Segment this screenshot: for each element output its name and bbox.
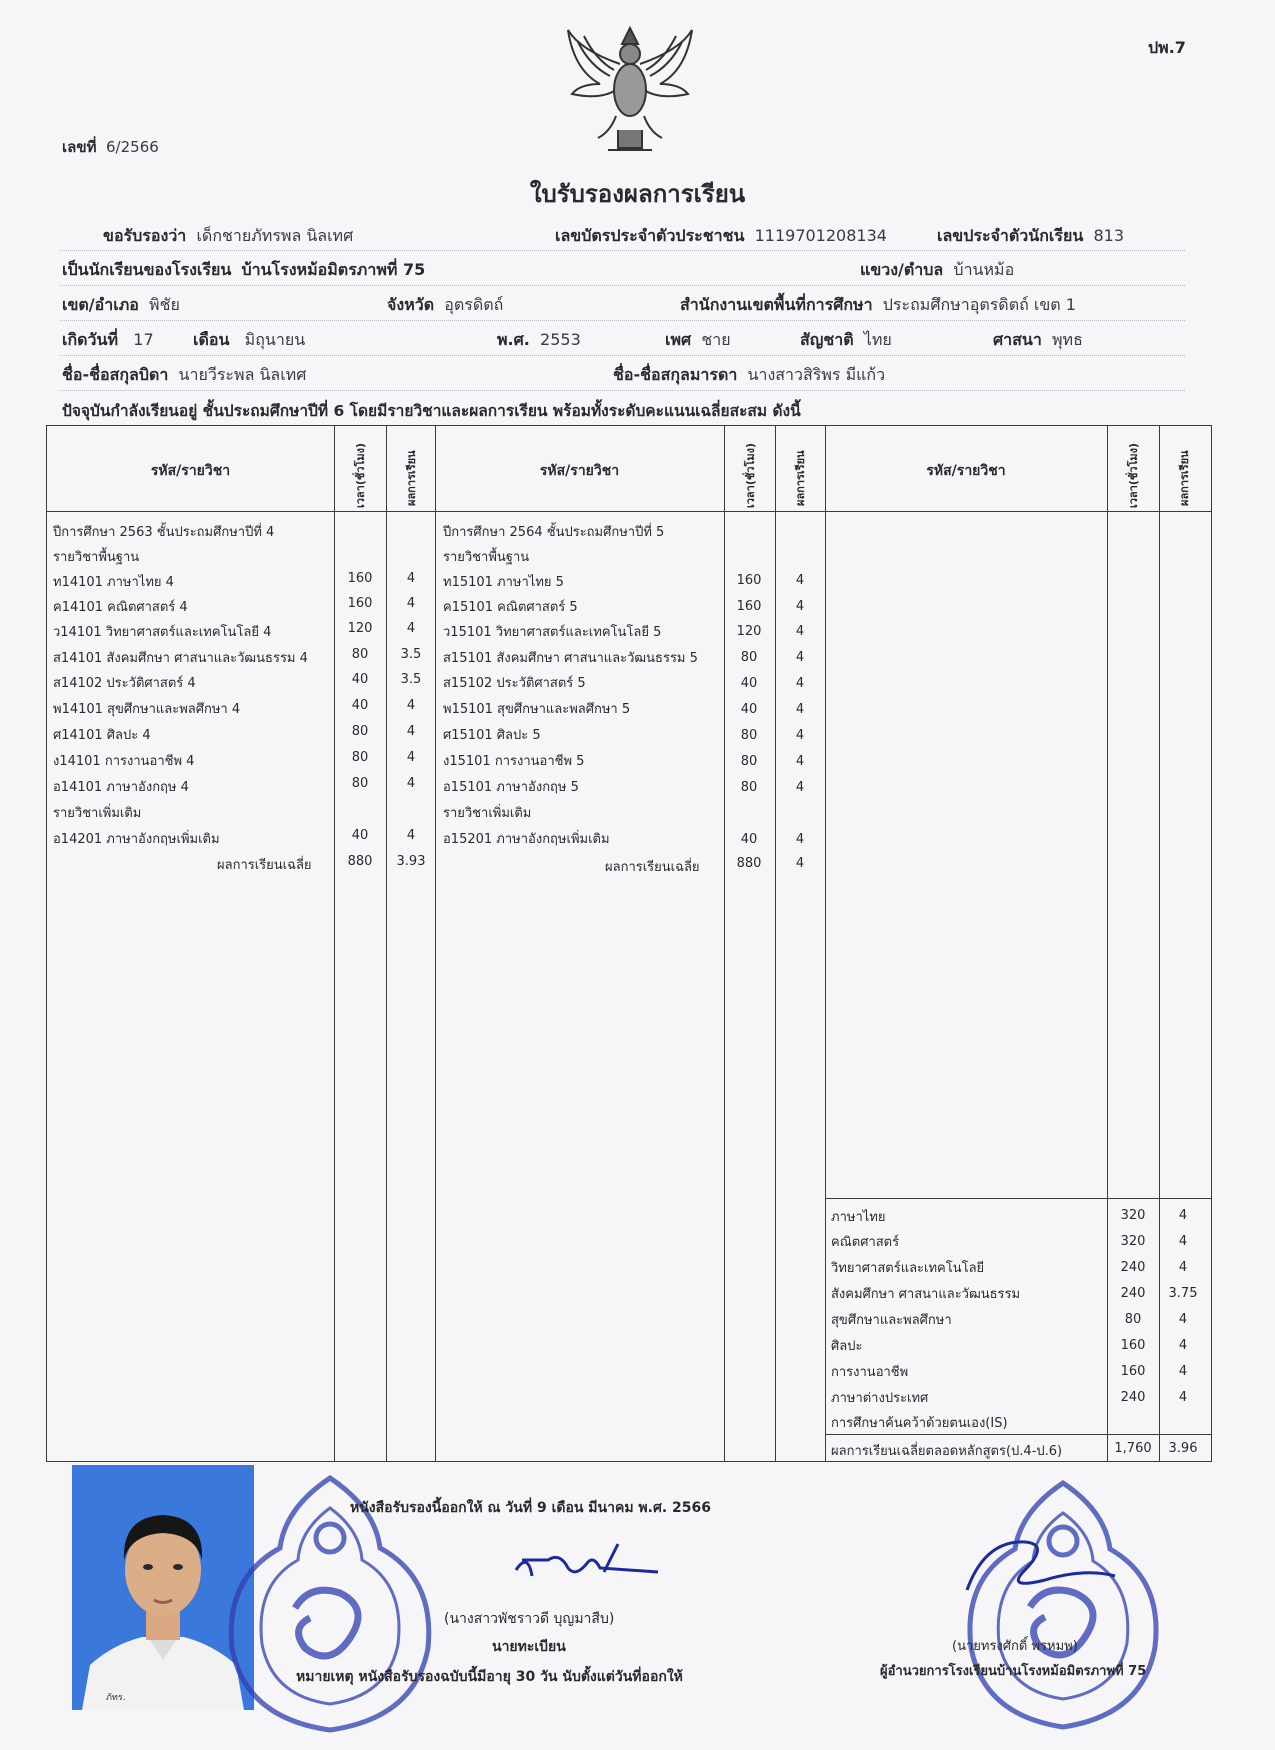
subject-grade: 4 (795, 599, 805, 614)
summary-subject: ภาษาต่างประเทศ (831, 1391, 929, 1406)
subject-name: ศ14101 ศิลปะ 4 (53, 728, 151, 743)
subject-grade: 3.5 (400, 672, 422, 687)
summary-hours: 160 (1120, 1338, 1146, 1353)
subject-hours: 40 (351, 672, 369, 687)
summary-grade: 4 (1178, 1312, 1188, 1327)
summary-grade: 4 (1178, 1338, 1188, 1353)
garuda-emblem-icon (560, 20, 700, 160)
summary-subject: สุขศึกษาและพลศึกษา (831, 1313, 952, 1328)
subject-name: ง15101 การงานอาชีพ 5 (443, 754, 585, 769)
col3-hours-header: เวลา(ชั่วโมง) (1127, 442, 1140, 508)
col3-subject-header: รหัส/รายวิชา (926, 463, 1006, 479)
citizen-id: เลขบัตรประจำตัวประชาชน 1119701208134 (555, 226, 887, 245)
subject-grade: 4 (406, 750, 416, 765)
issue-date: หนังสือรับรองนี้ออกให้ ณ วันที่ 9 เดือน มีนาคม พ.ศ. 2566 (350, 1500, 712, 1516)
subject-hours: 40 (740, 832, 758, 847)
sex: เพศ ชาย (665, 330, 731, 349)
district: เขต/อำเภอ พิชัย (62, 295, 180, 314)
col2-hours-header: เวลา(ชั่วโมง) (744, 442, 757, 508)
subject-grade: 4 (795, 728, 805, 743)
subject-name: ว15101 วิทยาศาสตร์และเทคโนโลยี 5 (443, 625, 662, 640)
col1-hours-header: เวลา(ชั่วโมง) (354, 442, 367, 508)
col2-basic-heading: รายวิชาพื้นฐาน (443, 550, 530, 565)
subject-name: ส14101 สังคมศึกษา ศาสนาและวัฒนธรรม 4 (53, 651, 308, 666)
province: จังหวัด อุตรดิตถ์ (387, 295, 504, 314)
mother-name: ชื่อ-ชื่อสกุลมารดา นางสาวสิริพร มีแก้ว (613, 365, 886, 384)
subject-grade: 3.5 (400, 647, 422, 662)
director-signature-icon (955, 1530, 1125, 1610)
summary-grade: 4 (1178, 1364, 1188, 1379)
subject-grade: 4 (406, 596, 416, 611)
subject-grade: 4 (795, 754, 805, 769)
subject-name: ส15102 ประวัติศาสตร์ 5 (443, 676, 586, 691)
summary-hours: 320 (1120, 1234, 1146, 1249)
subject-name: ท14101 ภาษาไทย 4 (53, 575, 174, 590)
subject-name: ค14101 คณิตศาสตร์ 4 (53, 600, 188, 615)
col1-year-heading: ปีการศึกษา 2563 ชั้นประถมศึกษาปีที่ 4 (53, 525, 275, 540)
subdistrict: แขวง/ตำบล บ้านหม้อ (860, 260, 1015, 279)
subject-name: อ14101 ภาษาอังกฤษ 4 (53, 780, 189, 795)
nationality: สัญชาติ ไทย (800, 330, 892, 349)
subject-name: อ15201 ภาษาอังกฤษเพิ่มเติม (443, 832, 610, 847)
subject-name: อ15101 ภาษาอังกฤษ 5 (443, 780, 579, 795)
subject-hours: 80 (740, 780, 758, 795)
subject-grade: 4 (795, 780, 805, 795)
subject-hours: 160 (736, 599, 762, 614)
summary-grade: 3.75 (1168, 1286, 1198, 1301)
validity-note: หมายเหตุ หนังสือรับรองฉบับนี้มีอายุ 30 วัน นับตั้งแต่วันที่ออกให้ (296, 1669, 683, 1685)
average-label: ผลการเรียนเฉลี่ย (217, 858, 312, 873)
subject-hours: 40 (740, 676, 758, 691)
summary-grade: 4 (1178, 1208, 1188, 1223)
subject-grade: 4 (795, 702, 805, 717)
summary-hours: 240 (1120, 1286, 1146, 1301)
subject-hours: 40 (351, 828, 369, 843)
subject-grade: 4 (406, 828, 416, 843)
subject-hours: 80 (740, 728, 758, 743)
col1-basic-heading: รายวิชาพื้นฐาน (53, 550, 140, 565)
subject-hours: 120 (736, 624, 762, 639)
col3-grade-header: ผลการเรียน (1178, 450, 1191, 506)
form-code: ปพ.7 (1148, 38, 1186, 57)
registrar-signature-icon (508, 1532, 668, 1592)
education-office: สำนักงานเขตพื้นที่การศึกษา ประถมศึกษาอุตรดิตถ์ เขต 1 (680, 295, 1076, 314)
director-name: (นายทรงศักดิ์ พรหมพ) (952, 1639, 1078, 1654)
registrar-title: นายทะเบียน (492, 1639, 566, 1655)
total-grade: 3.96 (1168, 1441, 1198, 1456)
subject-name: ง14101 การงานอาชีพ 4 (53, 754, 195, 769)
birth-day: เกิดวันที่ 17 (62, 330, 154, 349)
subject-grade: 4 (406, 571, 416, 586)
summary-grade: 4 (1178, 1260, 1188, 1275)
summary-hours: 320 (1120, 1208, 1146, 1223)
summary-subject: สังคมศึกษา ศาสนาและวัฒนธรรม (831, 1287, 1021, 1302)
subject-name: พ15101 สุขศึกษาและพลศึกษา 5 (443, 702, 631, 717)
summary-subject: คณิตศาสตร์ (831, 1235, 900, 1250)
photo-name-tag: ภัทร. (106, 1693, 126, 1703)
subject-hours: 160 (347, 596, 373, 611)
summary-grade: 4 (1178, 1234, 1188, 1249)
subject-hours: 80 (740, 650, 758, 665)
subject-grade: 4 (795, 573, 805, 588)
info-row-1: ขอรับรองว่า เด็กชายภัทรพล นิลเทศ (103, 226, 354, 245)
col2-year-heading: ปีการศึกษา 2564 ชั้นประถมศึกษาปีที่ 5 (443, 525, 665, 540)
average-grade: 3.93 (396, 854, 426, 869)
subject-name: ส14102 ประวัติศาสตร์ 4 (53, 676, 196, 691)
subject-name: อ14201 ภาษาอังกฤษเพิ่มเติม (53, 832, 220, 847)
subject-name: ว14101 วิทยาศาสตร์และเทคโนโลยี 4 (53, 625, 272, 640)
subject-grade: 4 (406, 621, 416, 636)
summary-subject: วิทยาศาสตร์และเทคโนโลยี (831, 1261, 985, 1276)
subject-hours: 40 (740, 702, 758, 717)
subject-hours: 80 (351, 750, 369, 765)
document-number: เลขที่ 6/2566 (62, 138, 159, 156)
average-hours: 880 (736, 856, 762, 871)
col2-subject-header: รหัส/รายวิชา (539, 463, 620, 479)
summary-hours: 160 (1120, 1364, 1146, 1379)
subject-hours: 80 (351, 647, 369, 662)
subject-grade: 4 (406, 698, 416, 713)
school-seal-right-icon (945, 1475, 1180, 1745)
subject-name: ค15101 คณิตศาสตร์ 5 (443, 600, 578, 615)
summary-hours: 240 (1120, 1390, 1146, 1405)
subject-grade: 4 (795, 832, 805, 847)
birth-year: พ.ศ. 2553 (497, 330, 581, 349)
summary-subject: การศึกษาค้นคว้าด้วยตนเอง(IS) (831, 1416, 1008, 1431)
subject-grade: 4 (795, 650, 805, 665)
subject-hours: 160 (347, 571, 373, 586)
subject-grade: 4 (406, 776, 416, 791)
summary-hours: 80 (1124, 1312, 1142, 1327)
col2-grade-header: ผลการเรียน (794, 450, 807, 506)
summary-grade: 4 (1178, 1390, 1188, 1405)
subject-name: พ14101 สุขศึกษาและพลศึกษา 4 (53, 702, 241, 717)
subject-grade: 4 (795, 624, 805, 639)
subject-hours: 120 (347, 621, 373, 636)
average-grade: 4 (795, 856, 805, 871)
registrar-name: (นางสาวพัชราวดี บุญมาสืบ) (444, 1611, 615, 1627)
subject-name: ส15101 สังคมศึกษา ศาสนาและวัฒนธรรม 5 (443, 651, 698, 666)
subject-grade: 4 (795, 676, 805, 691)
status-line: ปัจจุบันกำลังเรียนอยู่ ชั้นประถมศึกษาปีที่ 6 โดยมีรายวิชาและผลการเรียน พร้อมทั้งระดับคะแนนเฉลี่ยสะสม ดังนี้ (62, 402, 801, 420)
father-name: ชื่อ-ชื่อสกุลบิดา นายวีระพล นิลเทศ (62, 365, 307, 384)
subject-hours: 80 (740, 754, 758, 769)
school-name: เป็นนักเรียนของโรงเรียน บ้านโรงหม้อมิตรภาพที่ 75 (62, 260, 426, 279)
religion: ศาสนา พุทธ (993, 330, 1083, 349)
total-hours: 1,760 (1114, 1441, 1152, 1456)
page-title: ใบรับรองผลการเรียน (529, 180, 746, 208)
subject-grade: 4 (406, 724, 416, 739)
birth-month: เดือน มิถุนายน (193, 330, 306, 349)
subject-name: ท15101 ภาษาไทย 5 (443, 575, 564, 590)
summary-subject: ภาษาไทย (831, 1210, 886, 1225)
student-id: เลขประจำตัวนักเรียน 813 (937, 226, 1125, 245)
col1-extra-heading: รายวิชาเพิ่มเติม (53, 806, 142, 821)
subject-hours: 80 (351, 724, 369, 739)
total-label: ผลการเรียนเฉลี่ยตลอดหลักสูตร(ป.4-ป.6) (831, 1444, 1063, 1459)
director-title: ผู้อำนวยการโรงเรียนบ้านโรงหม้อมิตรภาพที่ 75 (880, 1664, 1147, 1679)
col1-grade-header: ผลการเรียน (405, 450, 418, 506)
grades-table (46, 425, 1212, 1462)
col2-extra-heading: รายวิชาเพิ่มเติม (443, 806, 532, 821)
summary-subject: การงานอาชีพ (831, 1365, 909, 1380)
subject-hours: 160 (736, 573, 762, 588)
summary-subject: ศิลปะ (831, 1339, 863, 1354)
summary-hours: 240 (1120, 1260, 1146, 1275)
col1-subject-header: รหัส/รายวิชา (150, 463, 231, 479)
subject-hours: 80 (351, 776, 369, 791)
average-hours: 880 (347, 854, 373, 869)
subject-hours: 40 (351, 698, 369, 713)
average-label: ผลการเรียนเฉลี่ย (605, 860, 700, 875)
subject-name: ศ15101 ศิลปะ 5 (443, 728, 541, 743)
